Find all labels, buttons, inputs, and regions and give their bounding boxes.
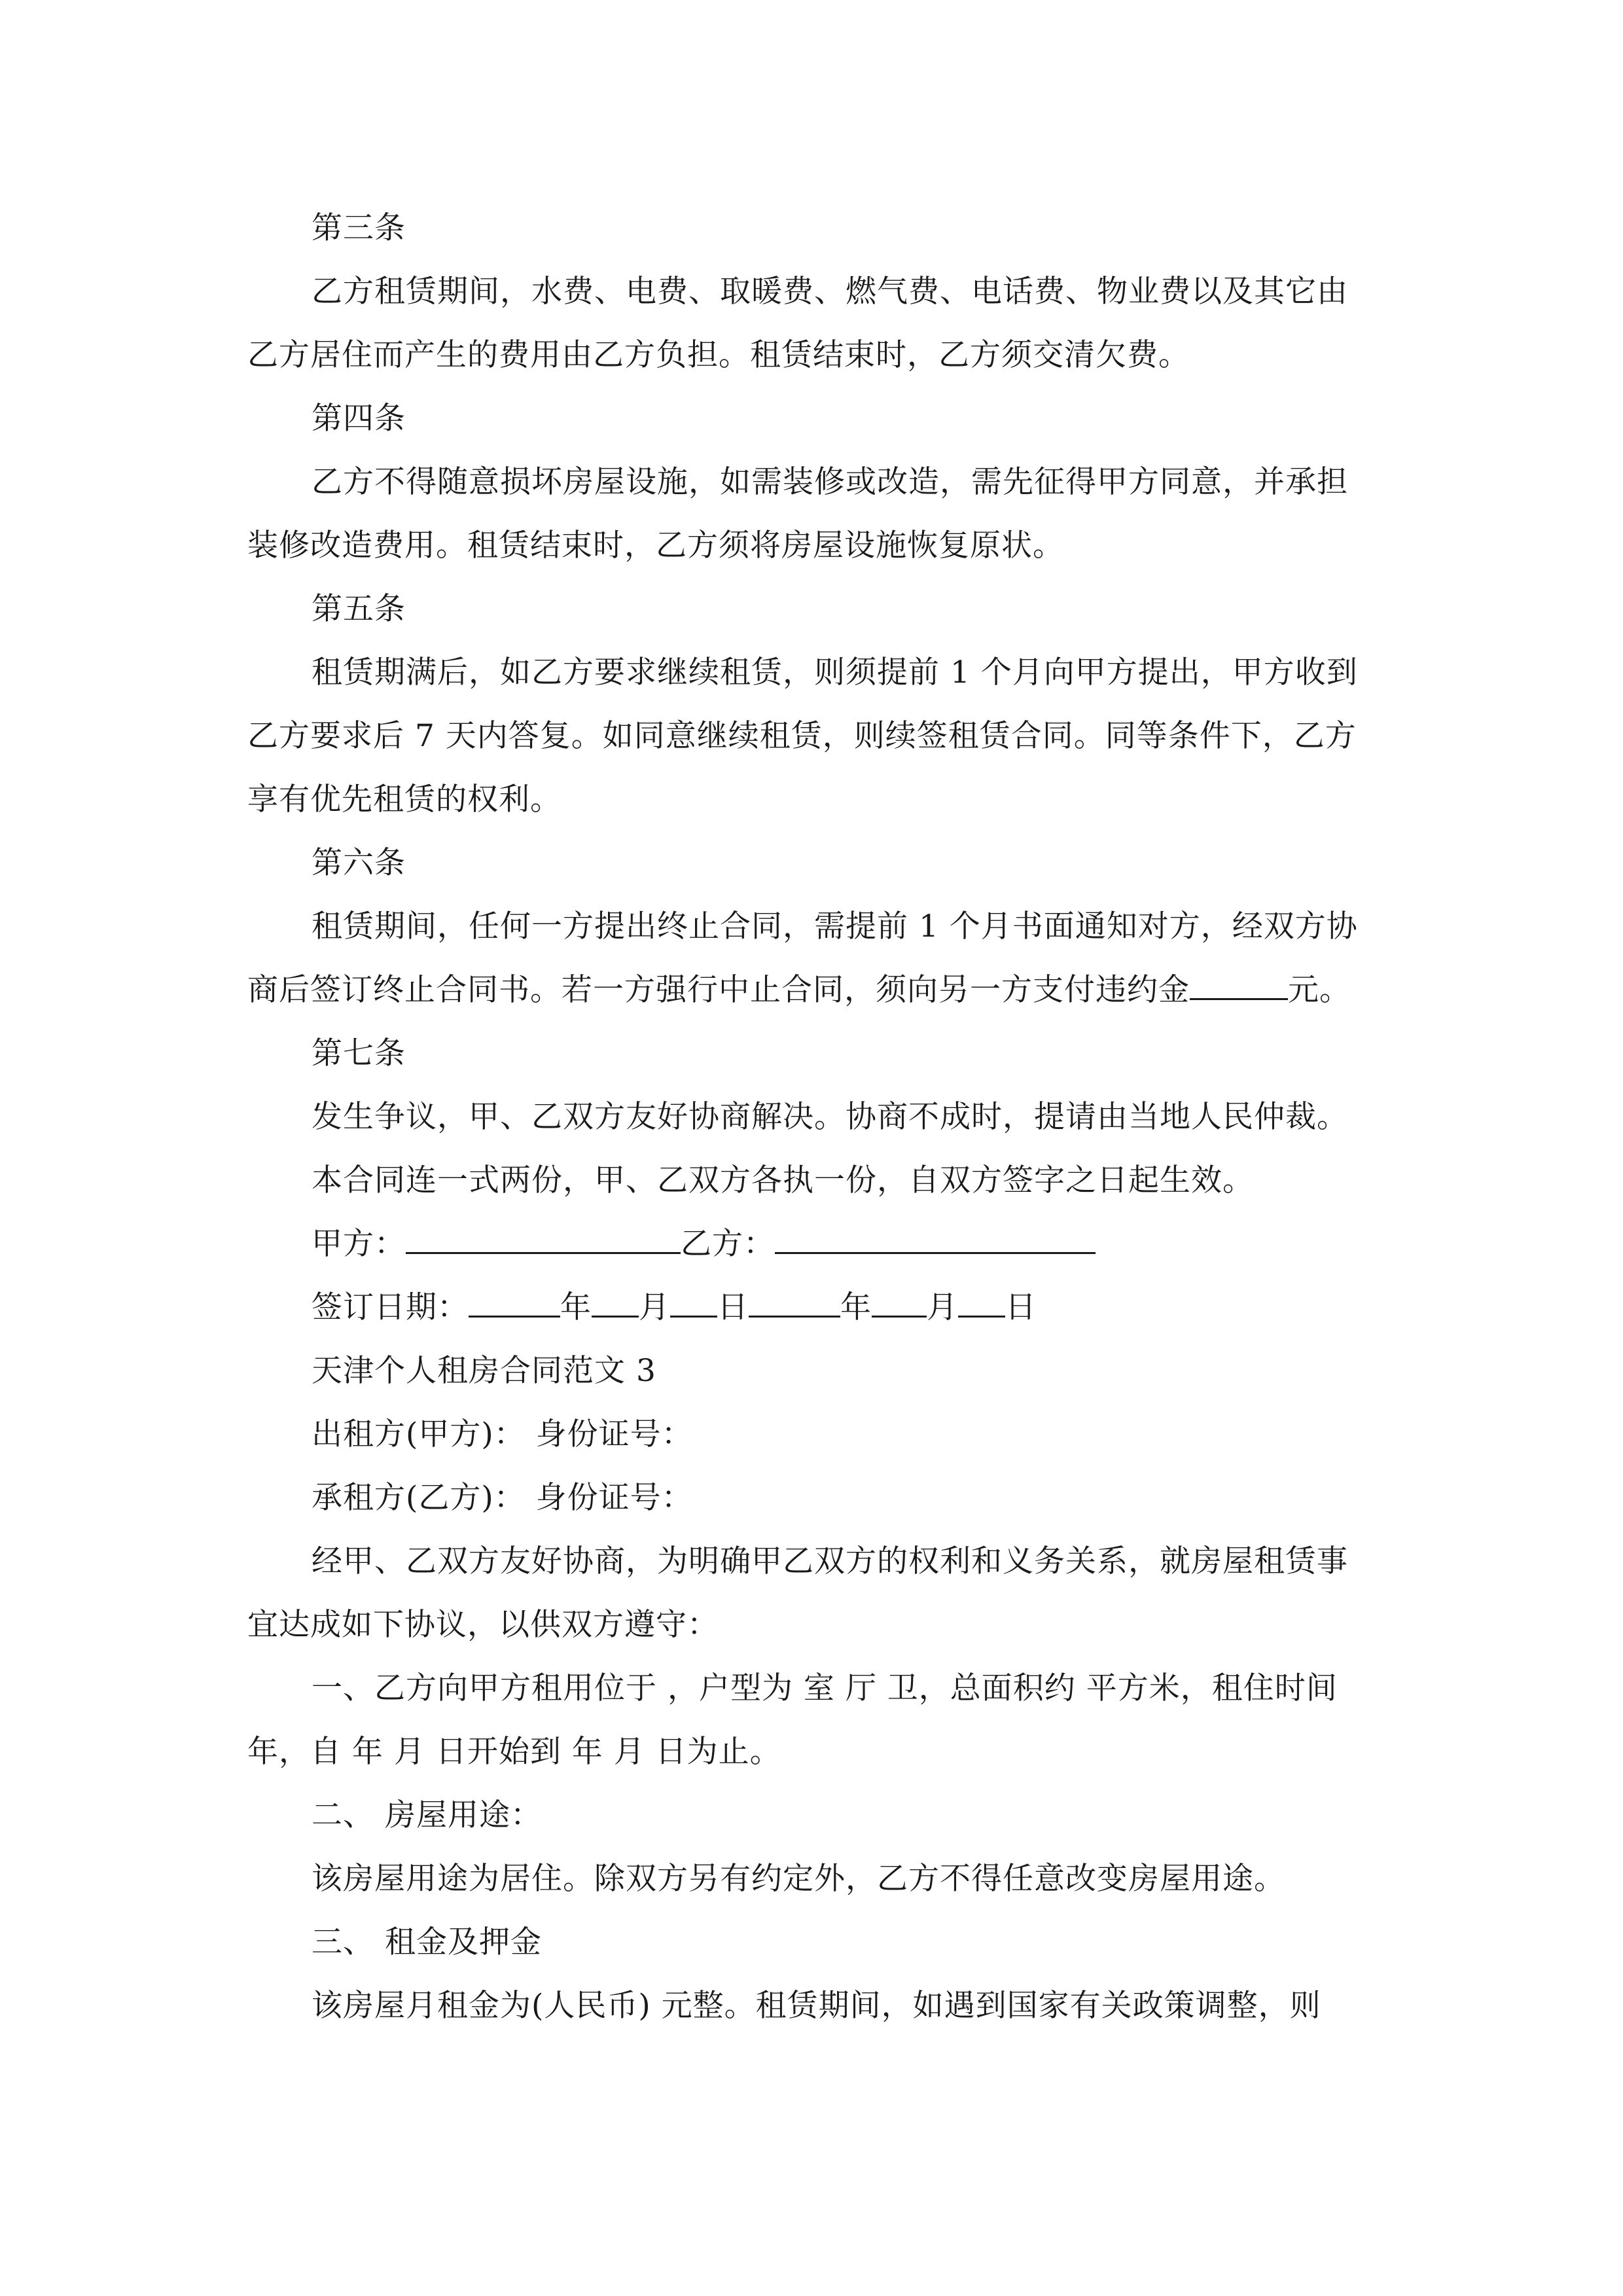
article-3-text-line-2: 乙方居住而产生的费用由乙方负担。租赁结束时，乙方须交清欠费。	[247, 337, 1190, 373]
party-b-label: 乙方：	[681, 1226, 775, 1262]
article-7-text-line-2: 本合同连一式两份，甲、乙双方各执一份，自双方签字之日起生效。	[312, 1162, 1254, 1198]
article-6-text-part-b: 元。	[1288, 972, 1351, 1008]
year-label-2: 年	[840, 1289, 872, 1325]
signing-date-line	[247, 1276, 1380, 1339]
article-5-text-line-2: 乙方要求后 7 天内答复。如同意继续租赁，则续签租赁合同。同等条件下，乙方	[247, 718, 1357, 754]
section-1-text-line-2: 年，自 年 月 日开始到 年 月 日为止。	[247, 1734, 781, 1770]
contract-3-title: 天津个人租房合同范文 3	[312, 1353, 656, 1389]
day-blank-2	[958, 1289, 1005, 1318]
year-label-1: 年	[560, 1289, 592, 1325]
party-b-signature-blank	[775, 1226, 1096, 1254]
lessee-line: 承租方(乙方)： 身份证号：	[312, 1480, 693, 1516]
party-a-label: 甲方：	[312, 1226, 406, 1262]
month-label-2: 月	[927, 1289, 958, 1325]
year-blank-1	[469, 1289, 560, 1318]
party-a-signature-blank	[406, 1226, 681, 1254]
article-3-heading: 第三条	[312, 210, 406, 246]
article-7-text-line-1: 发生争议，甲、乙双方友好协商解决。协商不成时，提请由当地人民仲裁。	[312, 1099, 1348, 1135]
article-6-text-line-1: 租赁期间，任何一方提出终止合同，需提前 1 个月书面通知对方，经双方协	[312, 908, 1358, 944]
day-label-1: 日	[717, 1289, 749, 1325]
article-5-text-line-3: 享有优先租赁的权利。	[247, 781, 562, 817]
article-6-heading: 第六条	[312, 845, 406, 881]
day-label-2: 日	[1005, 1289, 1037, 1325]
article-6-text-line-2	[247, 958, 1380, 1022]
intro-text-line-1: 经甲、乙双方友好协商，为明确甲乙双方的权利和义务关系，就房屋租赁事	[312, 1543, 1348, 1579]
section-1-text-line-1: 一、乙方向甲方租用位于 ，户型为 室 厅 卫，总面积约 平方米，租住时间	[312, 1670, 1338, 1706]
section-3-text: 该房屋月租金为(人民币) 元整。租赁期间，如遇到国家有关政策调整，则	[312, 1988, 1321, 2024]
lessor-line: 出租方(甲方)： 身份证号：	[312, 1416, 693, 1452]
section-2-text: 该房屋用途为居住。除双方另有约定外，乙方不得任意改变房屋用途。	[312, 1861, 1285, 1897]
article-4-text-line-1: 乙方不得随意损坏房屋设施，如需装修或改造，需先征得甲方同意，并承担	[312, 464, 1348, 500]
penalty-amount-blank	[1190, 972, 1288, 1000]
year-blank-2	[749, 1289, 840, 1318]
article-4-heading: 第四条	[312, 401, 406, 437]
month-label-1: 月	[639, 1289, 670, 1325]
signing-date-label: 签订日期：	[312, 1289, 469, 1325]
section-2-heading: 二、 房屋用途：	[312, 1797, 542, 1833]
intro-text-line-2: 宜达成如下协议，以供双方遵守：	[247, 1607, 719, 1643]
month-blank-2	[872, 1289, 927, 1318]
signature-line	[247, 1212, 1380, 1276]
article-4-text-line-2: 装修改造费用。租赁结束时，乙方须将房屋设施恢复原状。	[247, 528, 1064, 564]
month-blank-1	[592, 1289, 639, 1318]
document-body	[247, 196, 1380, 2037]
article-6-text-part-a: 商后签订终止合同书。若一方强行中止合同，须向另一方支付违约金	[247, 972, 1190, 1008]
article-7-heading: 第七条	[312, 1035, 406, 1071]
day-blank-1	[670, 1289, 717, 1318]
article-5-heading: 第五条	[312, 591, 406, 627]
section-3-heading: 三、 租金及押金	[312, 1924, 542, 1960]
article-5-text-line-1: 租赁期满后，如乙方要求继续租赁，则须提前 1 个月向甲方提出，甲方收到	[312, 655, 1358, 691]
article-3-text-line-1: 乙方租赁期间，水费、电费、取暖费、燃气费、电话费、物业费以及其它由	[312, 274, 1348, 310]
